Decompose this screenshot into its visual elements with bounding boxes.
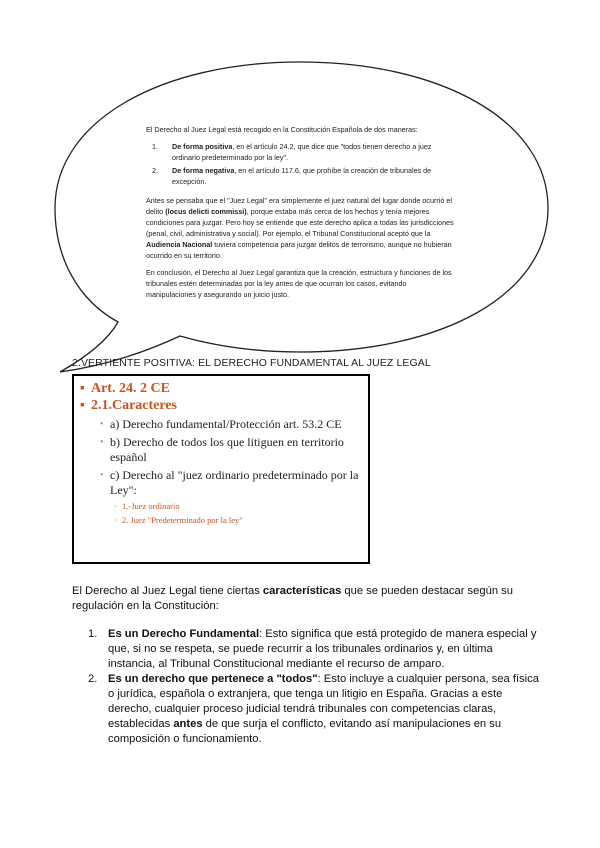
bubble-list-item <box>152 165 458 187</box>
list-number: 1. <box>152 142 158 151</box>
bold-term: antes <box>173 718 203 730</box>
bullet-dot-icon: • <box>100 437 104 448</box>
bubble-list-item <box>152 141 458 163</box>
item-text: : Esto significa que está protegido de manera especial y que, si no se respeta, se puede recurrir a los tribunales ordinarios y, en última instancia, al Tribunal Constitucional mediante el recurso de amparo. <box>108 628 537 670</box>
bubble-conclusion: En conclusión, el Derecho al Juez Legal garantiza que la creación, estructura y funciones de los tribunales estén determinadas por la ley antes de que ocurran los casos, evitando manipulaciones y asegurando un juicio justo. <box>146 268 452 299</box>
slide-subsubbullet-text: 1.-Juez ordinario <box>122 501 180 511</box>
slide-subsubbullet-text: 2. Juez "Predeterminado por la ley" <box>122 515 243 525</box>
slide-subsubbullet <box>114 500 362 512</box>
bullet-dot-icon: ▪ <box>80 398 85 413</box>
bullet-dot-icon: • <box>100 470 104 481</box>
list-number: 2. <box>152 166 158 175</box>
slide-image <box>72 374 370 564</box>
list-number: 2. <box>88 673 98 685</box>
bold-term: De forma negativa <box>172 166 235 175</box>
slide-bullet <box>80 397 362 414</box>
slide-subbullet-text: b) Derecho de todos los que litiguen en territorio español <box>110 435 344 464</box>
text-span: tuviera competencia para juzgar delitos de terrorismo, aunque no hubieran ocurrido en su territorio. <box>146 240 452 260</box>
slide-subbullet-text: a) Derecho fundamental/Protección art. 53.2 CE <box>110 417 342 431</box>
bold-term: (locus delicti commissi) <box>165 207 247 216</box>
slide-subbullet-text: c) Derecho al "juez ordinario predeterminado por la Ley": <box>110 468 359 497</box>
text-span: Antes se pensaba que el "Juez Legal" era simplemente el juez natural del lugar donde ocurrió el delito <box>146 196 452 216</box>
slide-bullet-text: 2.1.Caracteres <box>90 398 178 413</box>
bullet-dot-icon: ◦ <box>114 515 118 525</box>
characteristics-list <box>72 627 542 747</box>
slide-subbullet <box>100 435 362 465</box>
slide-subbullet <box>100 417 362 432</box>
bold-term: características <box>262 585 342 597</box>
item-text: de que surja el conflicto, evitando así manipulaciones en su composición o funcionamiento. <box>108 718 502 745</box>
section-heading: 2.VERTIENTE POSITIVA: EL DERECHO FUNDAMENTAL AL JUEZ LEGAL <box>72 357 431 369</box>
bold-term: Audiencia Nacional <box>146 240 213 249</box>
bubble-paragraph <box>146 195 458 261</box>
bullet-dot-icon: ▪ <box>80 381 85 396</box>
bold-term: De forma positiva <box>172 142 233 151</box>
bullet-dot-icon: ◦ <box>114 501 118 511</box>
item-text: : Esto incluye a cualquier persona, sea física o jurídica, española o extranjera, que tenga un litigio en España. Gracias a este derecho, cualquier proceso judicial tendrá tribunales con competencias claras, establecidas <box>108 673 539 730</box>
list-item <box>72 672 542 747</box>
text-span: que se pueden destacar según su regulación en la Constitución: <box>72 585 513 612</box>
slide-subsubbullet <box>114 514 362 526</box>
bold-term: Es un Derecho Fundamental <box>108 628 260 640</box>
intro-paragraph <box>72 584 542 614</box>
text-span: El Derecho al Juez Legal tiene ciertas <box>72 585 263 597</box>
slide-subbullet <box>100 468 362 498</box>
bubble-intro: El Derecho al Juez Legal está recogido en la Constitución Española de dos maneras: <box>146 125 418 134</box>
bubble-text <box>146 124 458 306</box>
slide-bullet <box>80 380 362 397</box>
item-text: , en el artículo 24.2, que dice que "todos tienen derecho a juez ordinario predeterminado por la ley". <box>172 142 432 162</box>
item-text: , en el artículo 117.6, que prohíbe la creación de tribunales de excepción. <box>172 166 432 186</box>
slide-bullet-text: Art. 24. 2 CE <box>90 381 170 396</box>
text-span: , porque estaba más cerca de los hechos y tenía mejores condiciones para juzgar. Pero hoy se entiende que este derecho aplica a todas las jurisdicciones (penal, civil, administrativa y social). Por ejemplo, el Tribunal Constitucional aceptó que la <box>146 207 454 238</box>
list-item <box>72 627 542 672</box>
list-number: 1. <box>88 628 98 640</box>
bubble-list <box>146 141 458 187</box>
bold-term: Es un derecho que pertenece a "todos" <box>108 673 318 685</box>
bullet-dot-icon: • <box>100 419 104 430</box>
